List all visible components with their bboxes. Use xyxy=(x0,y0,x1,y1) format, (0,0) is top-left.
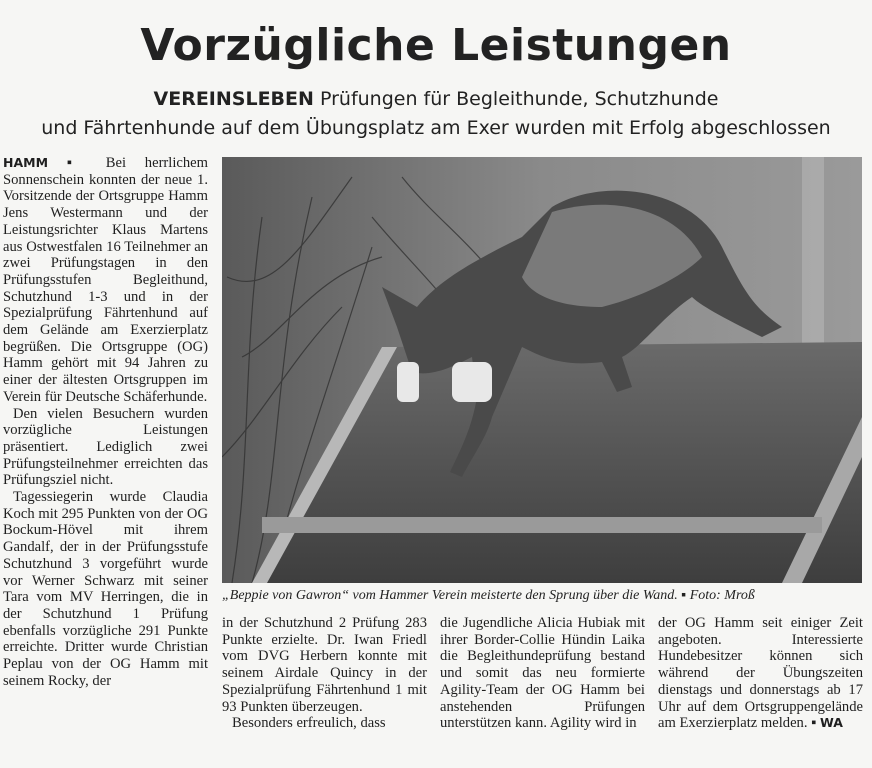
photo-caption xyxy=(222,588,872,604)
photo-credit: Foto: Mroß xyxy=(689,588,755,603)
paragraph-4-part-1: Besonders erfreulich, dass xyxy=(232,715,386,732)
photo-dog-jumping-wall xyxy=(222,157,862,583)
paragraph-3-part-1: Tagessiegerin wurde Claudia Koch mit 295 Punkten von der OG Bockum-Hövel mit ihrem Gandalf, der in der Prüfungsstufe Schutzhund 3 vorgeführt wurde vor Werner Schwarz mit seiner Tara vom MV Herringen, die in der Schutzhund 1 Prüfung ebenfalls vorzügliche 291 Punkte erreichte. Dritter wurde Christian Peplau von der OG Hamm mit seinem Rocky, der xyxy=(3,489,208,689)
kicker: VEREINSLEBEN xyxy=(153,88,314,110)
headline: Vorzügliche Leistungen xyxy=(140,20,732,71)
caption-bullet: ▪ xyxy=(681,588,690,603)
paragraph-2: Den vielen Besuchern wurden vorzügliche Leistungen präsentiert. Lediglich zwei Prüfungsteilnehmer erreichten das Prüfungsziel nicht. xyxy=(3,405,208,489)
signature-bullet: ▪ xyxy=(811,715,820,732)
column-4 xyxy=(658,615,863,732)
column-1 xyxy=(3,155,208,690)
paragraph-4-part-2: die Jugendliche Alicia Hubiak mit ihrer Border-Collie Hündin Laika die Begleithundeprüfung bestand und somit das neu formierte Agility-Team der OG Hamm bei anstehenden Prüfungen unterstützen kann. Agility wird in xyxy=(440,615,645,732)
bullet-separator: ▪ xyxy=(66,155,106,171)
subheadline-text-1: Prüfungen für Begleithunde, Schutzhunde xyxy=(319,88,719,110)
author-signature: WA xyxy=(820,715,843,731)
paragraph-4-part-3: der OG Hamm seit einiger Zeit angeboten. Interessierte Hundebesitzer können sich während der Übungszeiten dienstags und donnerstags ab 17 Uhr auf dem Ortsgruppengelände am Exerzierplatz melden. xyxy=(658,615,863,732)
column-3 xyxy=(440,615,645,732)
paragraph-3-part-2: in der Schutzhund 2 Prüfung 283 Punkte erzielte. Dr. Iwan Friedl vom DVG Herbern konnte mit seinem Airdale Quincy in der Spezialprüfung Fährtenhund 1 mit 93 Punkten überzeugen. xyxy=(222,615,427,715)
subheadline-line-2: und Fährtenhunde auf dem Übungsplatz am Exer wurden mit Erfolg abgeschlossen xyxy=(41,117,831,139)
paragraph-1: Bei herrlichem Sonnenschein konnten der neue 1. Vorsitzende der Ortsgruppe Hamm Jens Westermann und der Leistungsrichter Klaus Martens aus Ostwestfalen 16 Teilnehmer an zwei Prüfungstagen in den Prüfungsstufen Begleithund, Schutzhund 1-3 und in der Spezialprüfung Fährtenhund auf dem Gelände am Exerzierplatz begrüßen. Die Ortsgruppe (OG) Hamm gehört mit 94 Jahren zu einer der ältesten Ortsgruppen im Verein für Deutsche Schäferhunde. xyxy=(3,155,208,405)
subheadline-line-1 xyxy=(0,88,872,110)
caption-text: „Beppie von Gawron“ vom Hammer Verein meisterte den Sprung über die Wand. xyxy=(222,588,678,603)
column-2 xyxy=(222,615,427,732)
dateline: HAMM xyxy=(3,155,49,170)
